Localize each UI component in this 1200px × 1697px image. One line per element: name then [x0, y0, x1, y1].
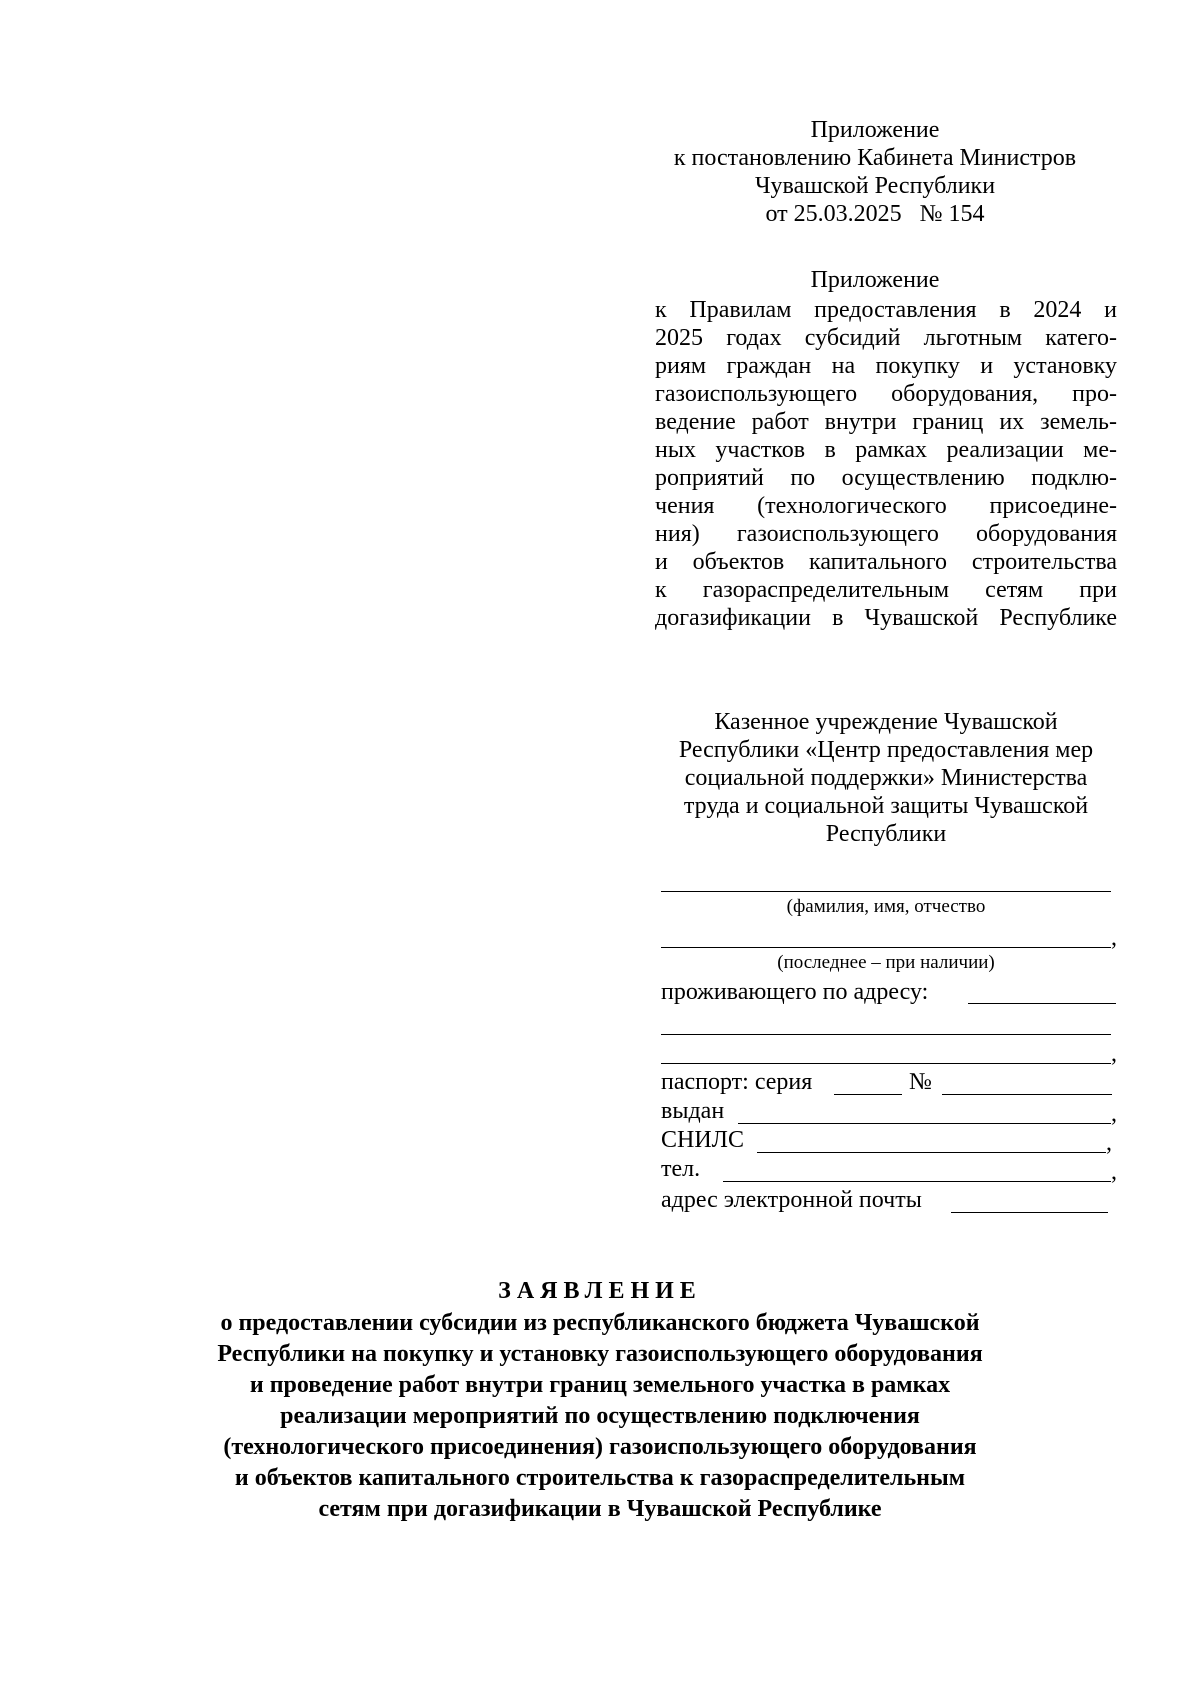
addressee-line: Республики	[825, 821, 947, 847]
addressee-line: труда и социальной защиты Чувашской	[683, 793, 1089, 819]
rules-line: роприятий по осуществлению подклю-	[655, 465, 1117, 491]
rules-line: ных участков в рамках реализации ме-	[655, 437, 1117, 463]
address-input-line-2[interactable]	[661, 1034, 1111, 1035]
snils-label: СНИЛС	[661, 1127, 744, 1153]
address-input-line-1[interactable]	[968, 1003, 1116, 1004]
appendix-header-rules-title	[640, 266, 1110, 294]
subtitle-line: реализации мероприятий по осуществлению подключения	[280, 1403, 920, 1429]
rules-line: к газораспределительным сетям при	[655, 577, 1117, 603]
addressee-line: Казенное учреждение Чувашской	[714, 709, 1058, 735]
statement-subtitle	[150, 1308, 1050, 1525]
email-input[interactable]	[951, 1212, 1108, 1213]
fio-comma: ,	[1111, 925, 1117, 951]
addressee-line: Республики «Центр предоставления мер	[678, 737, 1094, 763]
passport-series-input[interactable]	[834, 1094, 902, 1095]
address-comma: ,	[1111, 1041, 1117, 1067]
fio-blank-line-1[interactable]	[661, 891, 1111, 892]
subtitle-line: и объектов капитального строительства к газораспределительным	[234, 1465, 966, 1491]
statement-title: ЗАЯВЛЕНИЕ	[498, 1278, 702, 1304]
subtitle-line: о предоставлении субсидии из республиканского бюджета Чувашской	[220, 1310, 980, 1336]
email-label: адрес электронной почты	[661, 1187, 922, 1213]
rules-line: ведение работ внутри границ их земель-	[655, 409, 1117, 435]
addressee-institution	[655, 708, 1117, 848]
snils-comma: ,	[1106, 1130, 1112, 1156]
passport-series-label: паспорт: серия	[661, 1069, 813, 1095]
subtitle-line: и проведение работ внутри границ земельного участка в рамках	[249, 1372, 951, 1398]
address-input-line-3[interactable]	[661, 1063, 1111, 1064]
passport-number-input[interactable]	[942, 1094, 1112, 1095]
appendix-header-rules-body	[655, 296, 1117, 632]
phone-label: тел.	[661, 1156, 701, 1182]
rules-line: чения (технологического присоедине-	[655, 493, 1117, 519]
rules-line: ния) газоиспользующего оборудования	[655, 521, 1117, 547]
rules-line: догазификации в Чувашской Республике	[655, 605, 1117, 631]
appendix-label-2: Приложение	[810, 267, 940, 293]
addressee-line: социальной поддержки» Министерства	[684, 765, 1088, 791]
phone-input[interactable]	[723, 1181, 1111, 1182]
subtitle-line: сетям при догазификации в Чувашской Республике	[318, 1496, 882, 1522]
rules-line: к Правилам предоставления в 2024 и	[655, 297, 1117, 323]
passport-number-label: №	[909, 1069, 932, 1095]
address-label: проживающего по адресу:	[661, 979, 929, 1005]
fio-hint-optional: (последнее – при наличии)	[777, 952, 995, 973]
rules-line: и объектов капитального строительства	[655, 549, 1117, 575]
rules-line: 2025 годах субсидий льготным катего-	[655, 325, 1117, 351]
issued-by-comma: ,	[1111, 1101, 1117, 1127]
rules-line: газоиспользующего оборудования, про-	[655, 381, 1117, 407]
rules-line: риям граждан на покупку и установку	[655, 353, 1117, 379]
appendix-header-resolution	[640, 116, 1110, 228]
subtitle-line: (технологического присоединения) газоиспользующего оборудования	[223, 1434, 977, 1460]
fio-blank-line-2[interactable]	[661, 947, 1111, 948]
resolution-date-number: от 25.03.2025 № 154	[765, 201, 985, 227]
phone-comma: ,	[1111, 1159, 1117, 1185]
subtitle-line: Республики на покупку и установку газоиспользующего оборудования	[217, 1341, 983, 1367]
resolution-reference: к постановлению Кабинета Министров	[673, 145, 1077, 171]
issued-by-label: выдан	[661, 1098, 725, 1124]
republic-name: Чувашской Республики	[754, 173, 996, 199]
appendix-label: Приложение	[810, 117, 940, 143]
fio-hint: (фамилия, имя, отчество	[786, 896, 986, 917]
issued-by-input[interactable]	[738, 1123, 1111, 1124]
snils-input[interactable]	[757, 1152, 1106, 1153]
